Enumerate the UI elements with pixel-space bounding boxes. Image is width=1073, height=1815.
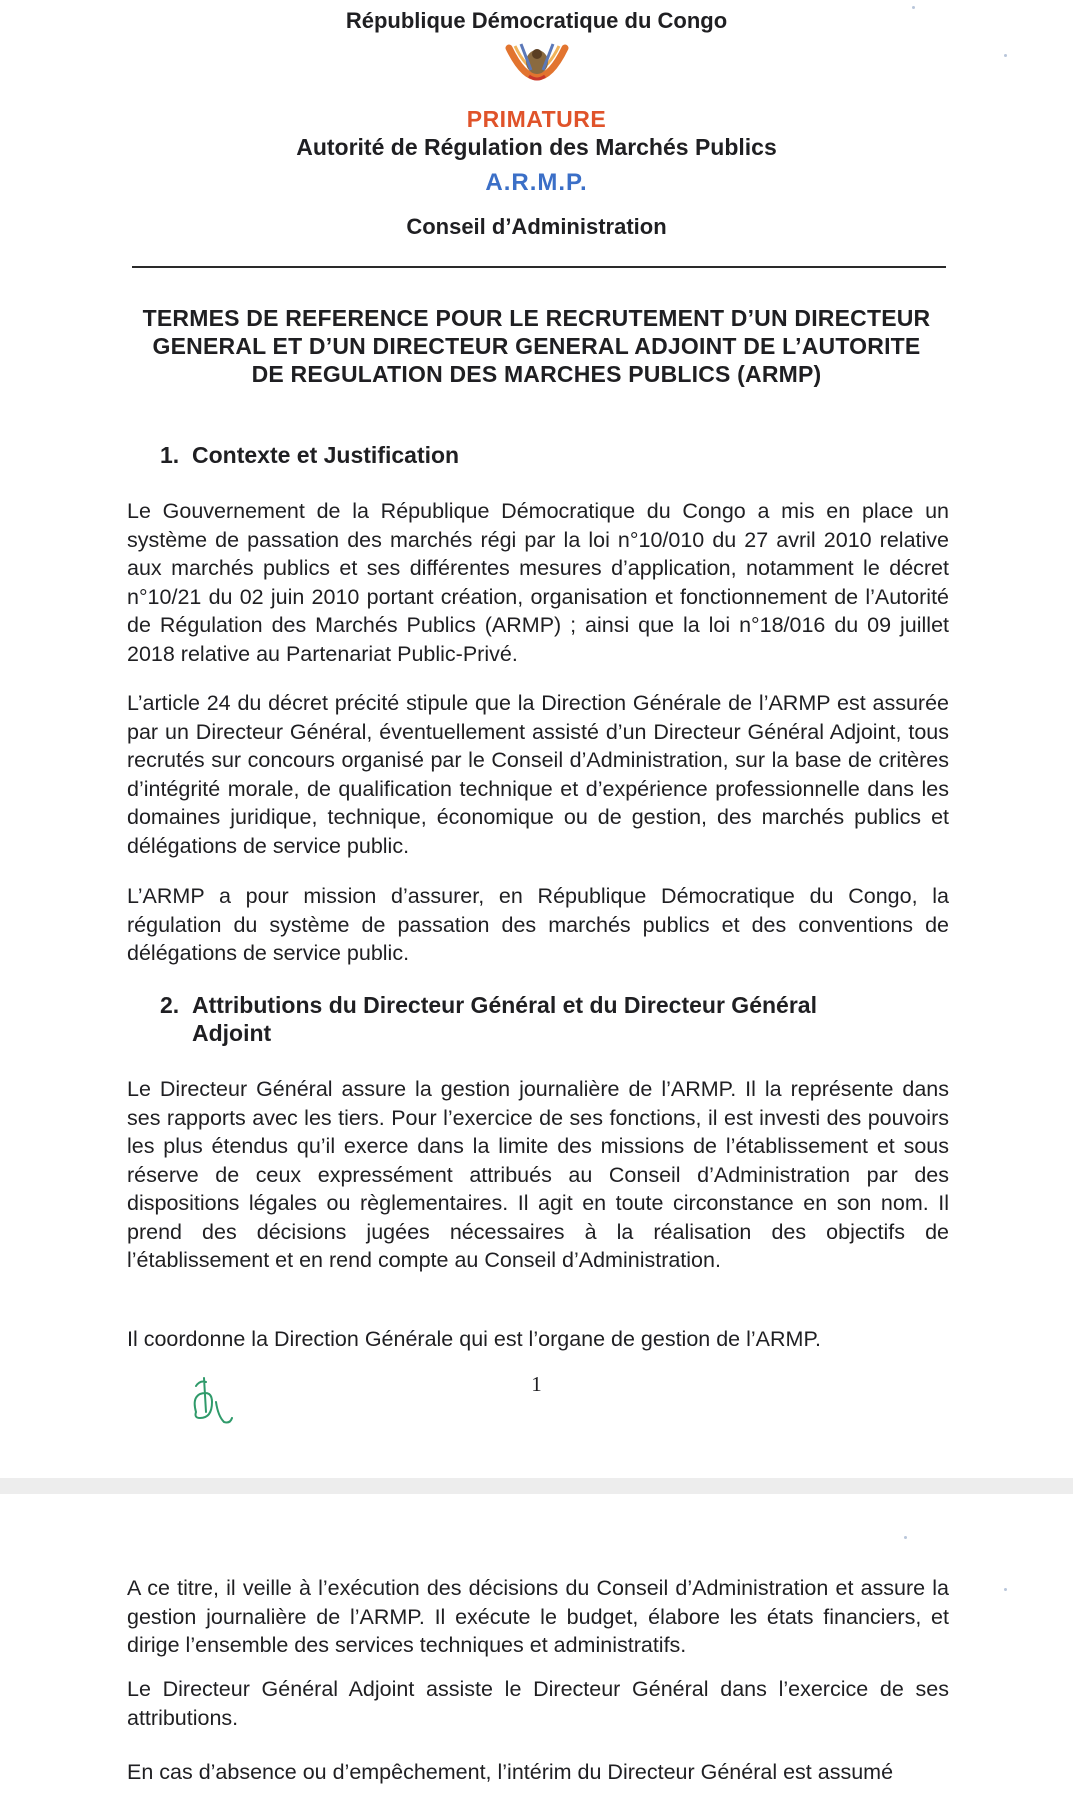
section-title: Contexte et Justification [192, 442, 460, 468]
header-country: République Démocratique du Congo [345, 8, 728, 33]
document-page-2 [0, 1494, 1073, 1815]
section-number: 1. [160, 442, 180, 468]
page-2-paragraph: A ce titre, il veille à l’exécution des décisions du Conseil d’Administration et assure la gestion journalière de l’ARMP. Il exécute le budget, élabore les états financiers, et dirige l’ensemble des services techniques et administratifs. [127, 1576, 949, 1657]
section-2-heading [160, 991, 817, 1047]
title-line: TERMES DE REFERENCE POUR LE RECRUTEMENT D’UN DIRECTEUR [142, 305, 931, 331]
title-line: GENERAL ET D’UN DIRECTEUR GENERAL ADJOINT DE L’AUTORITE [152, 333, 921, 359]
header-acronym: A.R.M.P. [485, 169, 588, 196]
section-title: Attributions du Directeur Général et du Directeur Général [192, 992, 817, 1018]
header-authority: Autorité de Régulation des Marchés Publics [296, 134, 777, 160]
scan-speck [904, 1536, 907, 1539]
section-1-paragraph: Le Gouvernement de la République Démocratique du Congo a mis en place un système de passation des marchés régi par la loi n°10/010 du 27 avril 2010 relative aux marchés publics et ses différentes mesures d’application, notamment le décret n°10/21 du 02 juin 2010 portant création, organisation et fonctionnement de l’Autorité de Régulation des Marchés Publics (ARMP) ; ainsi que la loi n°18/016 du 09 juillet 2018 relative au Partenariat Public-Privé. [127, 499, 949, 666]
header-council: Conseil d’Administration [406, 214, 667, 239]
scan-speck [1004, 1588, 1007, 1591]
page-number: 1 [531, 1372, 542, 1396]
section-number: 2. [160, 992, 180, 1018]
coat-of-arms-emblem-icon [503, 40, 571, 98]
header-divider [132, 266, 946, 268]
page-2-paragraph: Le Directeur Général Adjoint assiste le Directeur Général dans l’exercice de ses attributions. [127, 1677, 949, 1730]
page-2-paragraph: En cas d’absence ou d’empêchement, l’intérim du Directeur Général est assumé [127, 1760, 894, 1784]
handwritten-initials-icon [190, 1372, 234, 1428]
header-office: PRIMATURE [466, 106, 607, 132]
title-line: DE REGULATION DES MARCHES PUBLICS (ARMP) [251, 361, 822, 387]
section-1-paragraph: L’article 24 du décret précité stipule que la Direction Générale de l’ARMP est assurée par un Directeur Général, éventuellement assisté d’un Directeur Général Adjoint, tous recrutés sur concours organisé par le Conseil d’Administration, sur la base de critères d’intégrité morale, de qualification technique et d’expérience professionnelle dans les domaines juridique, technique, économique ou de gestion, des marchés publics et délégations de service public. [127, 691, 949, 858]
section-1-paragraph: L’ARMP a pour mission d’assurer, en République Démocratique du Congo, la régulation du système de passation des marchés publics et des conventions de délégations de service public. [127, 884, 949, 965]
section-title-continuation: Adjoint [192, 1020, 272, 1046]
section-2-paragraph: Le Directeur Général assure la gestion journalière de l’ARMP. Il la représente dans ses rapports avec les tiers. Pour l’exercice de ses fonctions, il est investi des pouvoirs les plus étendus qu’il exerce dans la limite des missions de l’établissement et sous réserve de ceux expressément attribués au Conseil d’Administration par des dispositions légales ou règlementaires. Il agit en toute circonstance en son nom. Il prend des décisions jugées nécessaires à la réalisation des objectifs de l’établissement et en rend compte au Conseil d’Administration. [127, 1077, 949, 1272]
scan-speck [1004, 54, 1007, 57]
section-1-heading [160, 441, 459, 469]
section-2-paragraph: Il coordonne la Direction Générale qui est l’organe de gestion de l’ARMP. [127, 1327, 821, 1351]
document-title [110, 304, 963, 388]
